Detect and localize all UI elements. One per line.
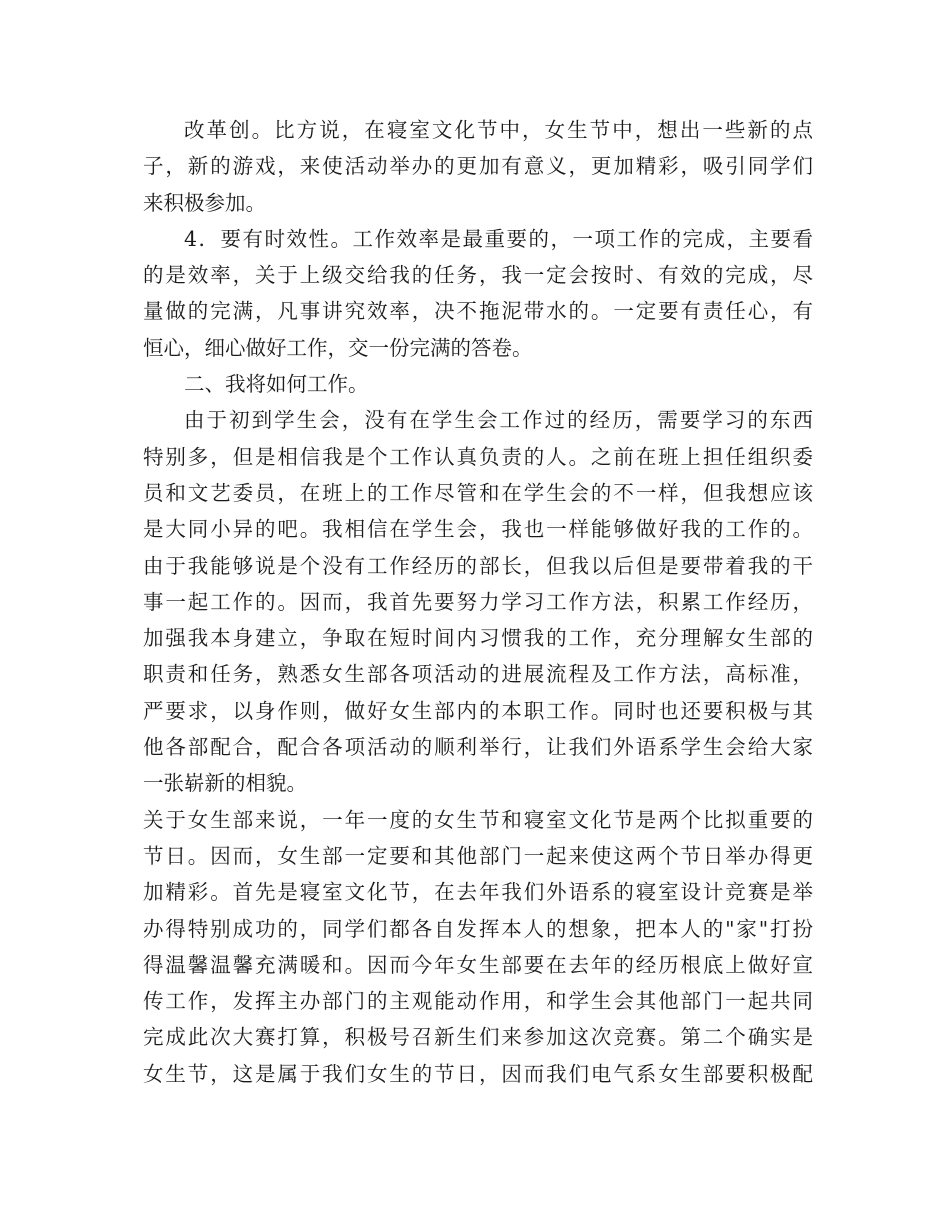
text-line: 的是效率，关于上级交给我的任务，我一定会按时、有效的完成，尽	[143, 263, 813, 288]
text-line: 传工作，发挥主办部门的主观能动作用，和学生会其他部门一起共同	[143, 989, 813, 1014]
text-line: 子，新的游戏，来使活动举办的更加有意义，更加精彩，吸引同学们	[143, 154, 813, 179]
text-line: 恒心，细心做好工作，交一份完满的答卷。	[143, 335, 533, 360]
text-line: 加强我本身建立，争取在短时间内习惯我的工作，充分理解女生部的	[143, 626, 813, 651]
text-line: 4．要有时效性。工作效率是最重要的，一项工作的完成，主要看	[184, 226, 813, 251]
text-line: 关于女生部来说，一年一度的女生节和寝室文化节是两个比拟重要的	[143, 807, 813, 832]
text-line: 加精彩。首先是寝室文化节，在去年我们外语系的寝室设计竞赛是举	[143, 880, 813, 905]
document-body	[143, 112, 813, 1092]
text-line: 由于初到学生会，没有在学生会工作过的经历，需要学习的东西	[184, 408, 813, 433]
text-line: 来积极参加。	[143, 190, 266, 215]
text-line: 得温馨温馨充满暖和。因而今年女生部要在去年的经历根底上做好宣	[143, 952, 813, 977]
text-line: 特别多，但是相信我是个工作认真负责的人。之前在班上担任组织委	[143, 444, 813, 469]
text-line: 节日。因而，女生部一定要和其他部门一起来使这两个节日举办得更	[143, 843, 813, 868]
text-line: 职责和任务，熟悉女生部各项活动的进展流程及工作方法，高标准，	[143, 662, 813, 687]
text-line: 严要求，以身作则，做好女生部内的本职工作。同时也还要积极与其	[143, 698, 813, 723]
text-line: 量做的完满，凡事讲究效率，决不拖泥带水的。一定要有责任心，有	[143, 299, 813, 324]
text-line: 他各部配合，配合各项活动的顺利举行，让我们外语系学生会给大家	[143, 735, 813, 760]
section-heading: 二、我将如何工作。	[184, 372, 369, 397]
text-line: 完成此次大赛打算，积极号召新生们来参加这次竞赛。第二个确实是	[143, 1025, 813, 1050]
text-line: 办得特别成功的，同学们都各自发挥本人的想象，把本人的"家"打扮	[143, 916, 813, 941]
text-line: 事一起工作的。因而，我首先要努力学习工作方法，积累工作经历，	[143, 589, 813, 614]
text-line: 改革创。比方说，在寝室文化节中，女生节中，想出一些新的点	[184, 118, 813, 142]
text-line: 由于我能够说是个没有工作经历的部长，但我以后但是要带着我的干	[143, 553, 813, 578]
text-line: 一张崭新的相貌。	[143, 771, 307, 796]
text-line: 女生节，这是属于我们女生的节日，因而我们电气系女生部要积极配	[143, 1061, 813, 1086]
text-line: 员和文艺委员，在班上的工作尽管和在学生会的不一样，但我想应该	[143, 480, 813, 505]
text-line: 是大同小异的吧。我相信在学生会，我也一样能够做好我的工作的。	[143, 517, 813, 542]
